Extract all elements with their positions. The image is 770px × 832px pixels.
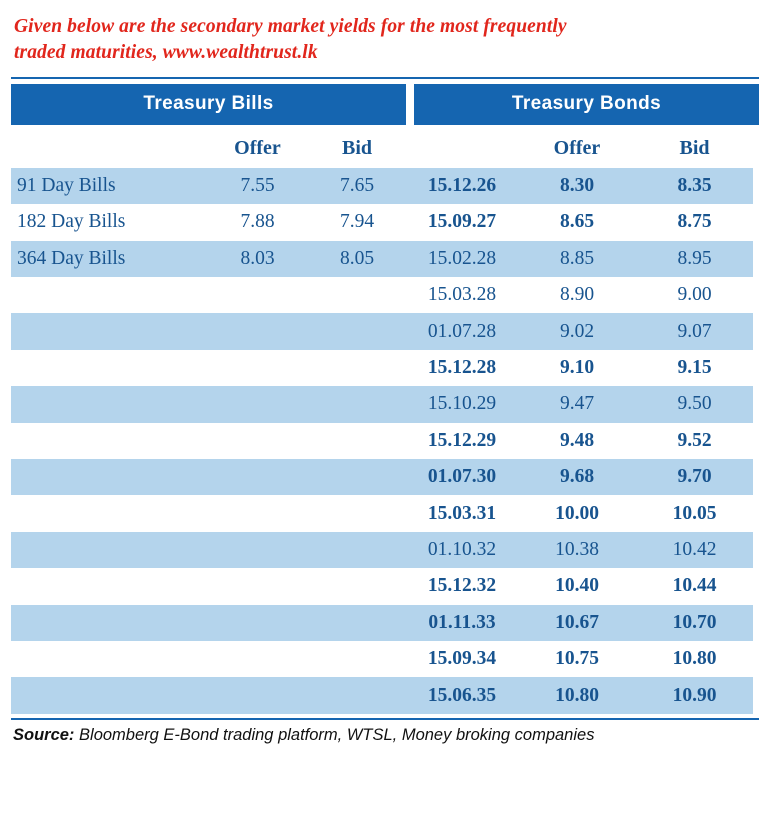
table-row: 15.03.31 <box>406 495 518 531</box>
table-row <box>207 677 308 713</box>
section-header-treasury-bills: Treasury Bills <box>11 84 406 125</box>
table-row: 10.90 <box>636 677 753 713</box>
page-title <box>0 0 770 66</box>
table-row <box>308 568 406 604</box>
table-row: 15.12.29 <box>406 423 518 459</box>
table-row <box>308 495 406 531</box>
table-row: 9.15 <box>636 350 753 386</box>
table-row: 91 Day Bills <box>11 168 207 204</box>
table-row: 9.02 <box>518 313 636 349</box>
table-row: 01.07.28 <box>406 313 518 349</box>
table-row: 10.44 <box>636 568 753 604</box>
table-row: 15.12.28 <box>406 350 518 386</box>
table-row: 9.47 <box>518 386 636 422</box>
column-header-bills-label <box>11 130 207 168</box>
table-row: 10.40 <box>518 568 636 604</box>
source-label: Source: <box>13 725 75 744</box>
table-row: 9.70 <box>636 459 753 495</box>
table-row: 9.50 <box>636 386 753 422</box>
table-row <box>11 495 207 531</box>
table-row: 7.55 <box>207 168 308 204</box>
table-row: 10.70 <box>636 605 753 641</box>
table-row: 182 Day Bills <box>11 204 207 240</box>
table-row <box>207 495 308 531</box>
column-header-bonds-offer: Offer <box>518 130 636 168</box>
column-header-bills-offer: Offer <box>207 130 308 168</box>
table-row <box>207 350 308 386</box>
table-row: 7.94 <box>308 204 406 240</box>
table-row <box>308 677 406 713</box>
table-row <box>207 313 308 349</box>
table-row <box>11 350 207 386</box>
table-row: 01.10.32 <box>406 532 518 568</box>
table-row: 10.80 <box>636 641 753 677</box>
table-row: 10.42 <box>636 532 753 568</box>
table-row: 9.68 <box>518 459 636 495</box>
table-row <box>11 459 207 495</box>
table-row: 15.10.29 <box>406 386 518 422</box>
table-row: 364 Day Bills <box>11 241 207 277</box>
column-header-bills-bid: Bid <box>308 130 406 168</box>
table-row: 8.03 <box>207 241 308 277</box>
table-row <box>207 605 308 641</box>
table-row: 15.02.28 <box>406 241 518 277</box>
table-row <box>11 313 207 349</box>
table-row <box>11 423 207 459</box>
table-row <box>11 532 207 568</box>
table-grid <box>11 130 759 714</box>
table-row: 7.65 <box>308 168 406 204</box>
table-row <box>207 641 308 677</box>
table-row: 01.07.30 <box>406 459 518 495</box>
yields-table <box>11 77 759 720</box>
section-header-treasury-bonds: Treasury Bonds <box>414 84 759 125</box>
table-row <box>308 386 406 422</box>
table-row: 01.11.33 <box>406 605 518 641</box>
source-note <box>13 726 757 745</box>
table-row: 10.05 <box>636 495 753 531</box>
table-row: 10.75 <box>518 641 636 677</box>
table-row <box>308 605 406 641</box>
table-row: 8.90 <box>518 277 636 313</box>
table-row: 9.07 <box>636 313 753 349</box>
table-row: 9.00 <box>636 277 753 313</box>
table-row: 10.80 <box>518 677 636 713</box>
table-row <box>308 277 406 313</box>
table-row: 8.30 <box>518 168 636 204</box>
table-row <box>308 350 406 386</box>
table-row <box>207 568 308 604</box>
table-row <box>308 641 406 677</box>
table-row <box>308 459 406 495</box>
column-header-bonds-maturity <box>406 130 518 168</box>
page-title-line-1: Given below are the secondary market yields for the most frequently <box>14 16 567 37</box>
table-row <box>11 277 207 313</box>
table-section-headers <box>11 84 759 130</box>
table-row: 7.88 <box>207 204 308 240</box>
table-row <box>207 386 308 422</box>
table-row <box>11 605 207 641</box>
table-row: 9.10 <box>518 350 636 386</box>
table-row <box>207 459 308 495</box>
table-row: 15.09.34 <box>406 641 518 677</box>
page-title-line-2: traded maturities, www.wealthtrust.lk <box>14 41 318 63</box>
table-row <box>207 277 308 313</box>
column-header-bonds-bid: Bid <box>636 130 753 168</box>
table-row: 8.35 <box>636 168 753 204</box>
table-row <box>308 423 406 459</box>
table-row <box>207 532 308 568</box>
table-row <box>308 313 406 349</box>
table-row: 8.65 <box>518 204 636 240</box>
table-row: 15.03.28 <box>406 277 518 313</box>
table-row: 8.05 <box>308 241 406 277</box>
table-row: 10.38 <box>518 532 636 568</box>
table-row <box>11 641 207 677</box>
source-text: Bloomberg E-Bond trading platform, WTSL, Money broking companies <box>79 725 595 744</box>
table-row: 9.52 <box>636 423 753 459</box>
table-row: 10.67 <box>518 605 636 641</box>
table-row <box>308 532 406 568</box>
table-row: 8.75 <box>636 204 753 240</box>
table-row: 10.00 <box>518 495 636 531</box>
table-row: 15.12.26 <box>406 168 518 204</box>
table-row <box>11 386 207 422</box>
table-row <box>11 677 207 713</box>
table-row: 8.85 <box>518 241 636 277</box>
table-row: 15.12.32 <box>406 568 518 604</box>
table-row <box>11 568 207 604</box>
table-row: 8.95 <box>636 241 753 277</box>
table-row: 15.06.35 <box>406 677 518 713</box>
table-row: 15.09.27 <box>406 204 518 240</box>
table-row <box>207 423 308 459</box>
table-row: 9.48 <box>518 423 636 459</box>
